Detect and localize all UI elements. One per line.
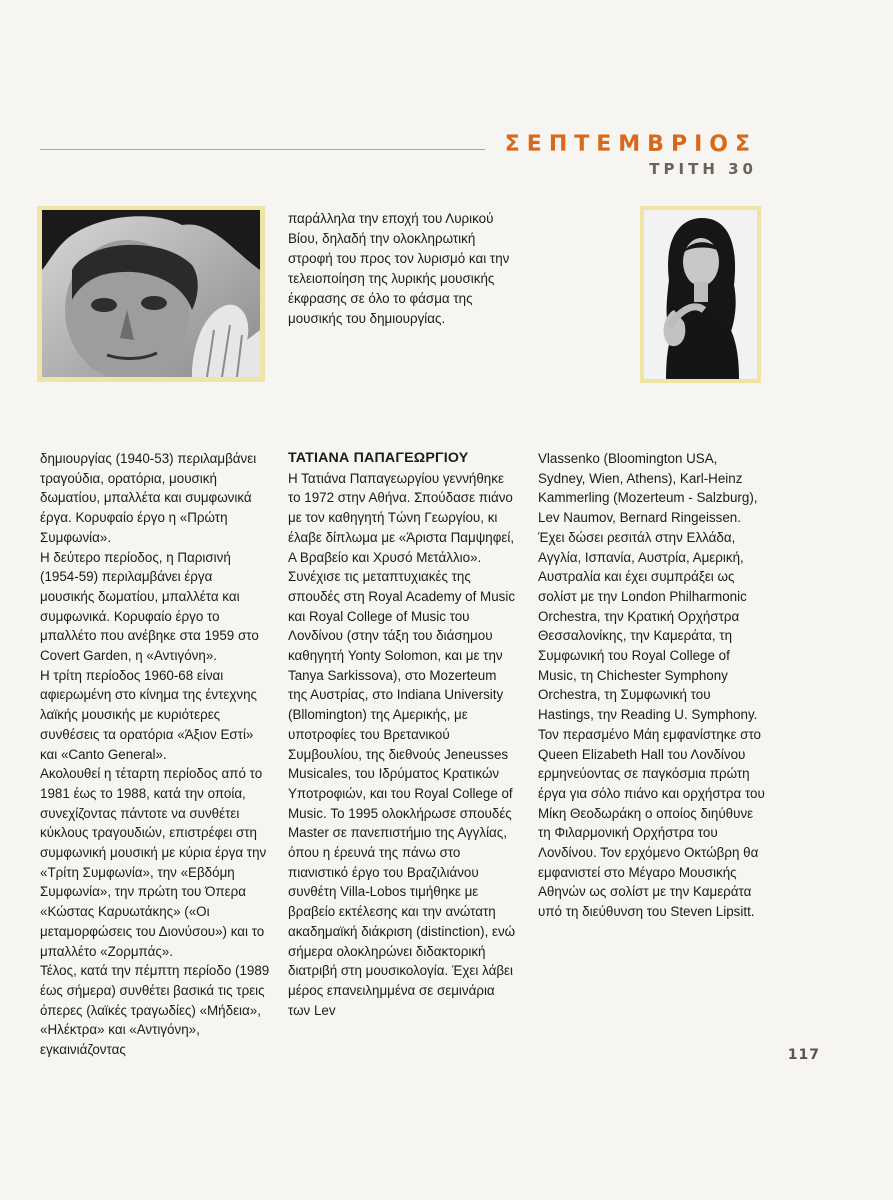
header-rule — [40, 149, 485, 150]
page-number: 117 — [787, 1047, 820, 1063]
paragraph: Τέλος, κατά την πέμπτη περίοδο (1989 έως σήμερα) συνθέτει βασικά τις τρεις όπερες (λαϊκές τραγωδίες) «Μήδεια», «Ηλέκτρα» και «Αντιγόνη», εγκαινιάζοντας — [40, 963, 270, 1058]
paragraph: Ακολουθεί η τέταρτη περίοδος από το 1981 έως το 1988, κατά την οποία, συνεχίζοντας πάντοτε να συνθέτει κύκλους τραγουδιών, επιστρέφει στη συμφωνική μουσική με κύρια έργα την «Τρίτη Συμφωνία», την «Εβδόμη Συμφωνία», την πρώτη του Όπερα «Κώστας Καρυωτάκης» («Οι μεταμορφώσεις του Διονύσου») και το μπαλλέτο «Ζορμπάς». — [40, 766, 267, 959]
intro-paragraph: παράλληλα την εποχή του Λυρικού Βίου, δηλαδή την ολοκληρωτική στροφή του προς τον λυρισμό και την τελειοποίηση της λυρικής μουσικής έκφρασης σε όλο το φάσμα της μουσικής του δημιουργίας. — [288, 211, 510, 326]
section-heading: ΤΑΤΙΑΝΑ ΠΑΠΑΓΕΩΡΓΙΟΥ — [288, 450, 469, 466]
pianist-portrait-photo — [640, 206, 761, 383]
paragraph: Η τρίτη περίοδος 1960-68 είναι αφιερωμένη στο κίνημα της έντεχνης λαϊκής μουσικής με κυριότερες συνθέσεις τα ορατόρια «Άξιον Εστί» και «Canto General». — [40, 667, 257, 762]
column-pianist-biography — [288, 449, 518, 1020]
column-composer-biography — [40, 449, 270, 1060]
day-subtitle: ΤΡΙΤΗ 30 — [649, 160, 757, 178]
column-pianist-biography-continued — [538, 449, 768, 922]
composer-portrait-photo — [37, 206, 265, 382]
paragraph: Vlassenko (Bloomington USA, Sydney, Wien, Athens), Karl-Heinz Kammerling (Mozerteum - Salzburg), Lev Naumov, Bernard Ringeissen. Έχει δώσει ρεσιτάλ στην Ελλάδα, Αγγλία, Ισπανία, Αυστρία, Αμερική, Αυστραλία και έχει συμπράξει ως σολίστ με την London Philharmonic Orchestra, την Κρατική Ορχήστρα Θεσσαλονίκης, την Καμεράτα, τη Συμφωνική του Royal College of Music, τη Chichester Symphony Orchestra, τη Συμφωνική του Hastings, την Reading U. Symphony. Τον περασμένο Μάη εμφανίστηκε στο Queen Elizabeth Hall του Λονδίνου ερμηνεύοντας σε παγκόσμια πρώτη έργα για σόλο πιάνο και ορχήστρα του Μίκη Θεοδωράκη ο οποίος διηύθυνε τη Φιλαρμονική Ορχήστρα του Λονδίνου. Τον ερχόμενο Οκτώβρη θα εμφανιστεί στο Μέγαρο Μουσικής Αθηνών ως σολίστ με την Καμεράτα υπό τη διεύθυνση του Steven Lipsitt. — [538, 451, 765, 920]
paragraph: δημιουργίας (1940-53) περιλαμβάνει τραγούδια, ορατόρια, μουσική δωματίου, μπαλλέτα και συμφωνικά έργα. Κορυφαίο έργο η «Πρώτη Συμφωνία». — [40, 451, 257, 545]
paragraph: Η δεύτερο περίοδος, η Παρισινή (1954-59) περιλαμβάνει έργα μουσικής δωματίου, μπαλλέτα και συμφωνικά. Κορυφαίο έργο το μπαλλέτο που ανέβηκε στα 1959 στο Covert Garden, η «Αντιγόνη». — [40, 549, 259, 664]
month-title: ΣΕΠΤΕΜΒΡΙΟΣ — [504, 132, 757, 157]
paragraph: Η Τατιάνα Παπαγεωργίου γεννήθηκε το 1972 στην Αθήνα. Σπούδασε πιάνο με τον καθηγητή Τώνη Γεωργίου, κι έλαβε δίπλωμα με «Άριστα Παμψηφεί, Α Βραβείο και Χρυσό Μετάλλιο». Συνέχισε τις μεταπτυχιακές της σπουδές στη Royal Academy of Music και Royal College of Music του Λονδίνου (στην τάξη του διάσημου καθηγητή Yonty Solomon, και με την Tanya Sarkissova), στο Mozerteum της Αυστρίας, στο Indiana University (Bllomington) της Αμερικής, με υποτροφίες του Βρετανικού Συμβουλίου, της διεθνούς Jeneusses Musicales, του Ιδρύματος Κρατικών Υποτροφιών, και του Royal College of Music. Το 1995 ολοκλήρωσε σπουδές Master σε πανεπιστήμιο της Αγγλίας, όπου η έρευνά της πάνω στο πιανιστικό έργο του Βραζιλιάνου συνθέτη Villa-Lobos τιμήθηκε με βραβείο εκτέλεσης και την ανώτατη ακαδημαϊκή διάκριση (distinction), ενώ σήμερα ολοκληρώνει διδακτορική διατριβή στη μουσικολογία. Έχει λάβει μέρος επανειλημμένα σε σεμινάρια των Lev — [288, 470, 516, 1018]
